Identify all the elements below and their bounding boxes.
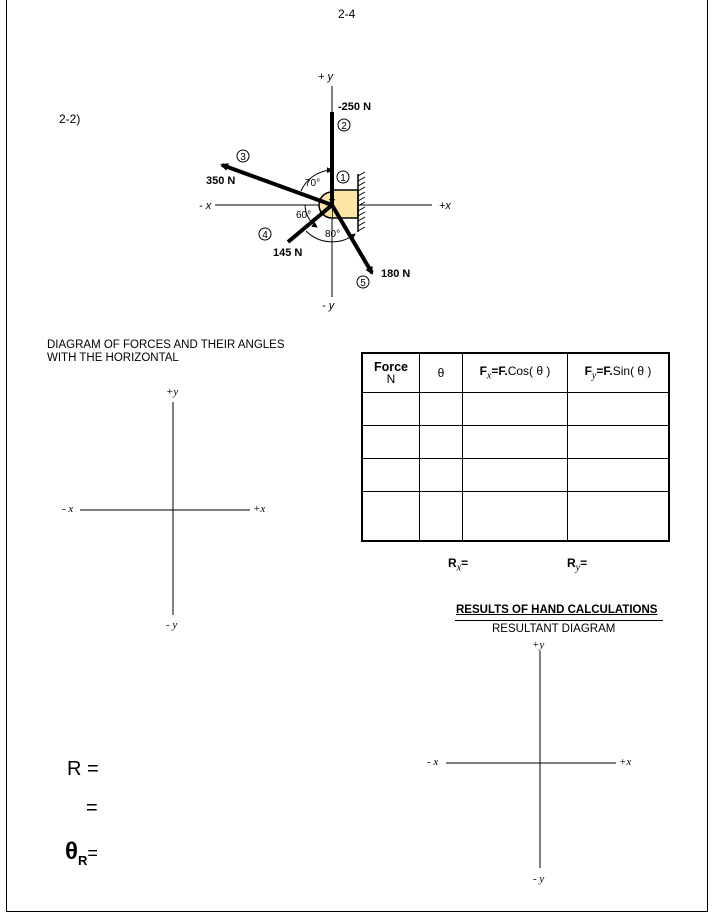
svg-text:4: 4: [262, 230, 268, 241]
header-theta: θ: [420, 353, 463, 393]
force-4-circle: [259, 228, 271, 241]
results-underline: [455, 620, 663, 621]
table-header-row: [362, 353, 669, 393]
table-cell[interactable]: [420, 393, 463, 426]
r-equation-equals: =: [86, 797, 98, 819]
table-cell[interactable]: [463, 492, 568, 542]
angle-80-label: 80°: [325, 229, 341, 240]
problem-number: 2-2): [59, 112, 81, 126]
force-4-magnitude: 145 N: [273, 247, 303, 259]
diagram-caption-line2: WITH THE HORIZONTAL: [47, 352, 179, 364]
table-cell[interactable]: [463, 393, 568, 426]
svg-text:1: 1: [340, 173, 346, 184]
left-axes-neg-x: - x: [62, 503, 74, 515]
table-cell[interactable]: [362, 426, 420, 459]
table-cell[interactable]: [420, 492, 463, 542]
table-cell[interactable]: [568, 459, 670, 492]
angle-70-label: 70°: [305, 178, 321, 189]
table-row: [362, 393, 669, 426]
force-2-circle: [338, 119, 350, 132]
table-row: [362, 459, 669, 492]
left-axes-pos-x: +x: [253, 503, 266, 515]
right-axes-pos-y: +y: [532, 639, 545, 651]
table-cell[interactable]: [568, 426, 670, 459]
diagram-caption-line1: DIAGRAM OF FORCES AND THEIR ANGLES: [47, 339, 285, 351]
wall-hatching: [358, 172, 365, 231]
header-fy: $F_y=F.Sin$( θ ): [568, 353, 670, 393]
table-cell[interactable]: [420, 426, 463, 459]
force-3-circle: [237, 150, 249, 163]
force-5-circle: [357, 276, 369, 289]
force-1-circle: [337, 171, 349, 184]
force-5-magnitude: 180 N: [381, 268, 411, 280]
table-cell[interactable]: [420, 459, 463, 492]
right-axes-neg-x: - x: [427, 756, 439, 768]
svg-text:5: 5: [360, 278, 366, 289]
diagram-neg-y-label: - y: [322, 300, 335, 312]
left-axes-neg-y: - y: [166, 619, 178, 631]
diagram-pos-y-label: + y: [318, 71, 333, 83]
theta-r-label: $\theta_R=$: [65, 838, 98, 868]
force-diagram: [0, 0, 718, 330]
svg-text:3: 3: [240, 152, 246, 163]
table-row: [362, 426, 669, 459]
diagram-neg-x-label: - x: [199, 200, 212, 212]
table-cell[interactable]: [463, 459, 568, 492]
rx-label: $R_x=$: [448, 556, 469, 574]
table-cell[interactable]: [568, 393, 670, 426]
resultant-diagram-label: RESULTANT DIAGRAM: [492, 623, 616, 635]
header-fx: $F_x=F.Cos$( θ ): [463, 353, 568, 393]
results-heading: RESULTS OF HAND CALCULATIONS: [456, 604, 658, 616]
force-components-table: [361, 352, 670, 542]
diagram-pos-x-label: +x: [439, 200, 451, 212]
table-cell[interactable]: [362, 492, 420, 542]
right-axes-pos-x: +x: [619, 756, 632, 768]
table-cell[interactable]: [568, 492, 670, 542]
table-cell[interactable]: [362, 459, 420, 492]
table-cell[interactable]: [463, 426, 568, 459]
table-cell[interactable]: [362, 393, 420, 426]
angle-60-label: 60°: [296, 210, 312, 221]
force-3-magnitude: 350 N: [206, 175, 236, 187]
right-axes-neg-y: - y: [533, 873, 545, 885]
header-force: Force N: [362, 353, 420, 393]
force-2-magnitude: -250 N: [338, 101, 372, 113]
svg-text:2: 2: [341, 121, 347, 132]
ry-label: $R_y=$: [567, 556, 588, 574]
left-axes-pos-y: +y: [166, 386, 179, 398]
table-row: [362, 492, 669, 542]
r-equation-label: R =: [67, 758, 99, 780]
page-number: 2-4: [338, 7, 356, 21]
